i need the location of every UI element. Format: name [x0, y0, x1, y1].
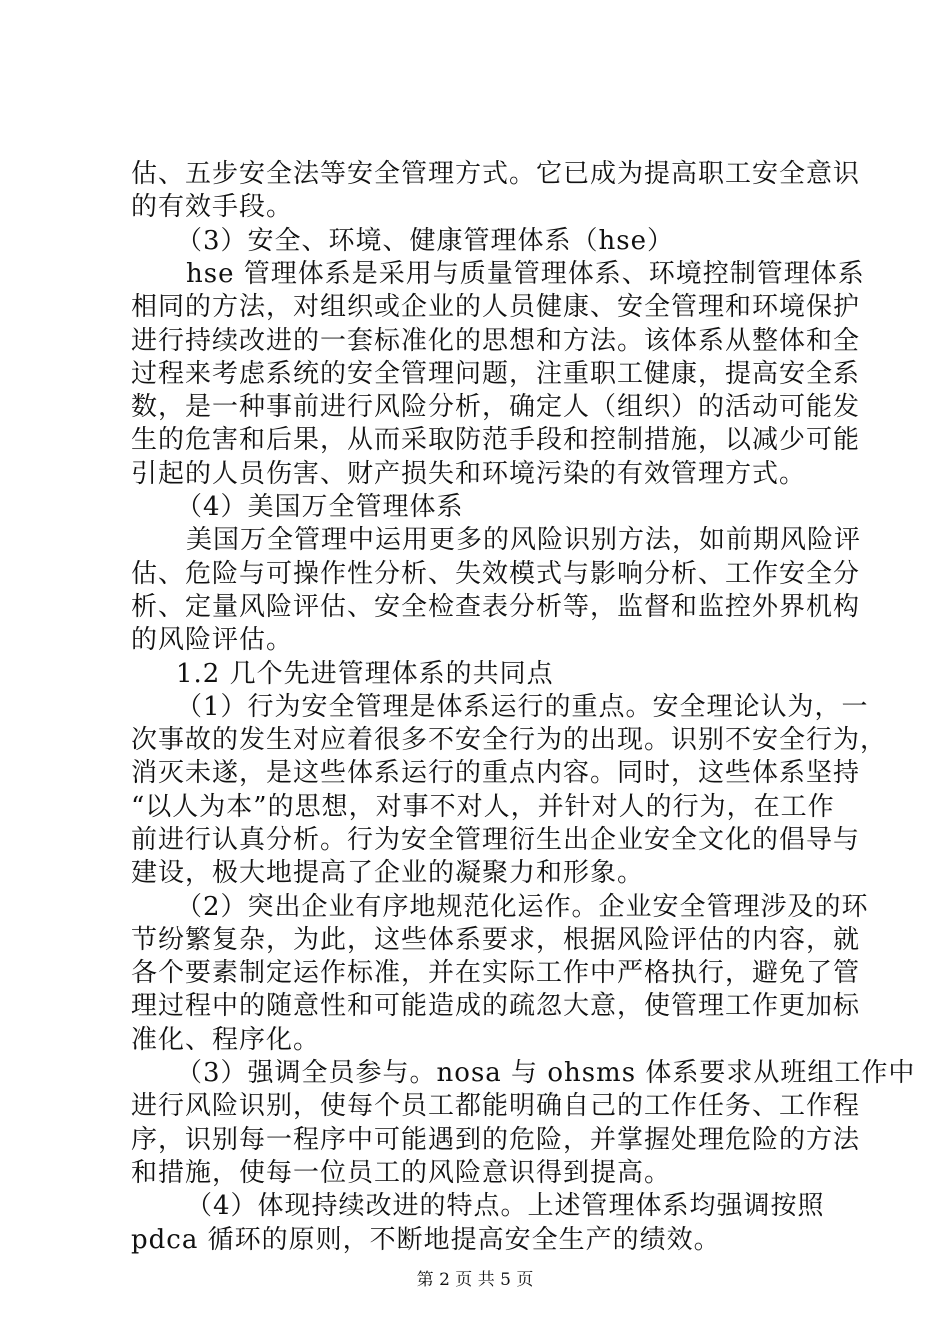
text-line: 数，是一种事前进行风险分析，确定人（组织）的活动可能发 — [131, 392, 861, 422]
text-line: （3）强调全员参与。nosa 与 ohsms 体系要求从班组工作中 — [176, 1058, 916, 1088]
text-line: 估、五步安全法等安全管理方式。它已成为提高职工安全意识 — [131, 159, 861, 189]
text-line: 进行持续改进的一套标准化的思想和方法。该体系从整体和全 — [131, 326, 861, 356]
text-line: 和措施，使每一位员工的风险意识得到提高。 — [131, 1158, 672, 1188]
text-line: 序，识别每一程序中可能遇到的危险，并掌握处理危险的方法 — [131, 1125, 861, 1155]
text-line: 各个要素制定运作标准，并在实际工作中严格执行，避免了管 — [131, 958, 861, 988]
text-line: 美国万全管理中运用更多的风险识别方法，如前期风险评 — [186, 525, 862, 555]
text-line: 的风险评估。 — [131, 625, 294, 655]
text-line: 引起的人员伤害、财产损失和环境污染的有效管理方式。 — [131, 459, 807, 489]
section-heading: 1.2 几个先进管理体系的共同点 — [176, 659, 554, 689]
text-line: 相同的方法，对组织或企业的人员健康、安全管理和环境保护 — [131, 292, 861, 322]
text-line: 次事故的发生对应着很多不安全行为的出现。识别不安全行为， — [131, 725, 888, 755]
text-line: （1）行为安全管理是体系运行的重点。安全理论认为，一 — [176, 692, 869, 722]
section-heading: （3）安全、环境、健康管理体系（hse） — [176, 226, 675, 256]
text-line: 估、危险与可操作性分析、失效模式与影响分析、工作安全分 — [131, 559, 861, 589]
text-line: 析、定量风险评估、安全检查表分析等，监督和监控外界机构 — [131, 592, 861, 622]
text-line: 准化、程序化。 — [131, 1025, 321, 1055]
page-footer: 第 2 页 共 5 页 — [416, 1270, 534, 1290]
text-line: “以人为本”的思想，对事不对人，并针对人的行为，在工作 — [131, 792, 835, 822]
text-line: 理过程中的随意性和可能造成的疏忽大意，使管理工作更加标 — [131, 991, 861, 1021]
text-line: 生的危害和后果，从而采取防范手段和控制措施，以减少可能 — [131, 425, 861, 455]
text-line: （2）突出企业有序地规范化运作。企业安全管理涉及的环 — [176, 892, 869, 922]
text-line: （4）体现持续改进的特点。上述管理体系均强调按照 — [186, 1191, 825, 1221]
text-line: 的有效手段。 — [131, 192, 294, 222]
text-line: pdca 循环的原则，不断地提高安全生产的绩效。 — [131, 1225, 721, 1255]
text-line: 消灭未遂，是这些体系运行的重点内容。同时，这些体系坚持 — [131, 758, 861, 788]
text-line: 建设，极大地提高了企业的凝聚力和形象。 — [131, 858, 645, 888]
section-heading: （4）美国万全管理体系 — [176, 492, 464, 522]
text-line: 进行风险识别，使每个员工都能明确自己的工作任务、工作程 — [131, 1091, 861, 1121]
text-line: 前进行认真分析。行为安全管理衍生出企业安全文化的倡导与 — [131, 825, 861, 855]
text-line: 节纷繁复杂，为此，这些体系要求，根据风险评估的内容，就 — [131, 925, 861, 955]
text-line: 过程来考虑系统的安全管理问题，注重职工健康，提高安全系 — [131, 359, 861, 389]
text-line: hse 管理体系是采用与质量管理体系、环境控制管理体系 — [186, 259, 865, 289]
